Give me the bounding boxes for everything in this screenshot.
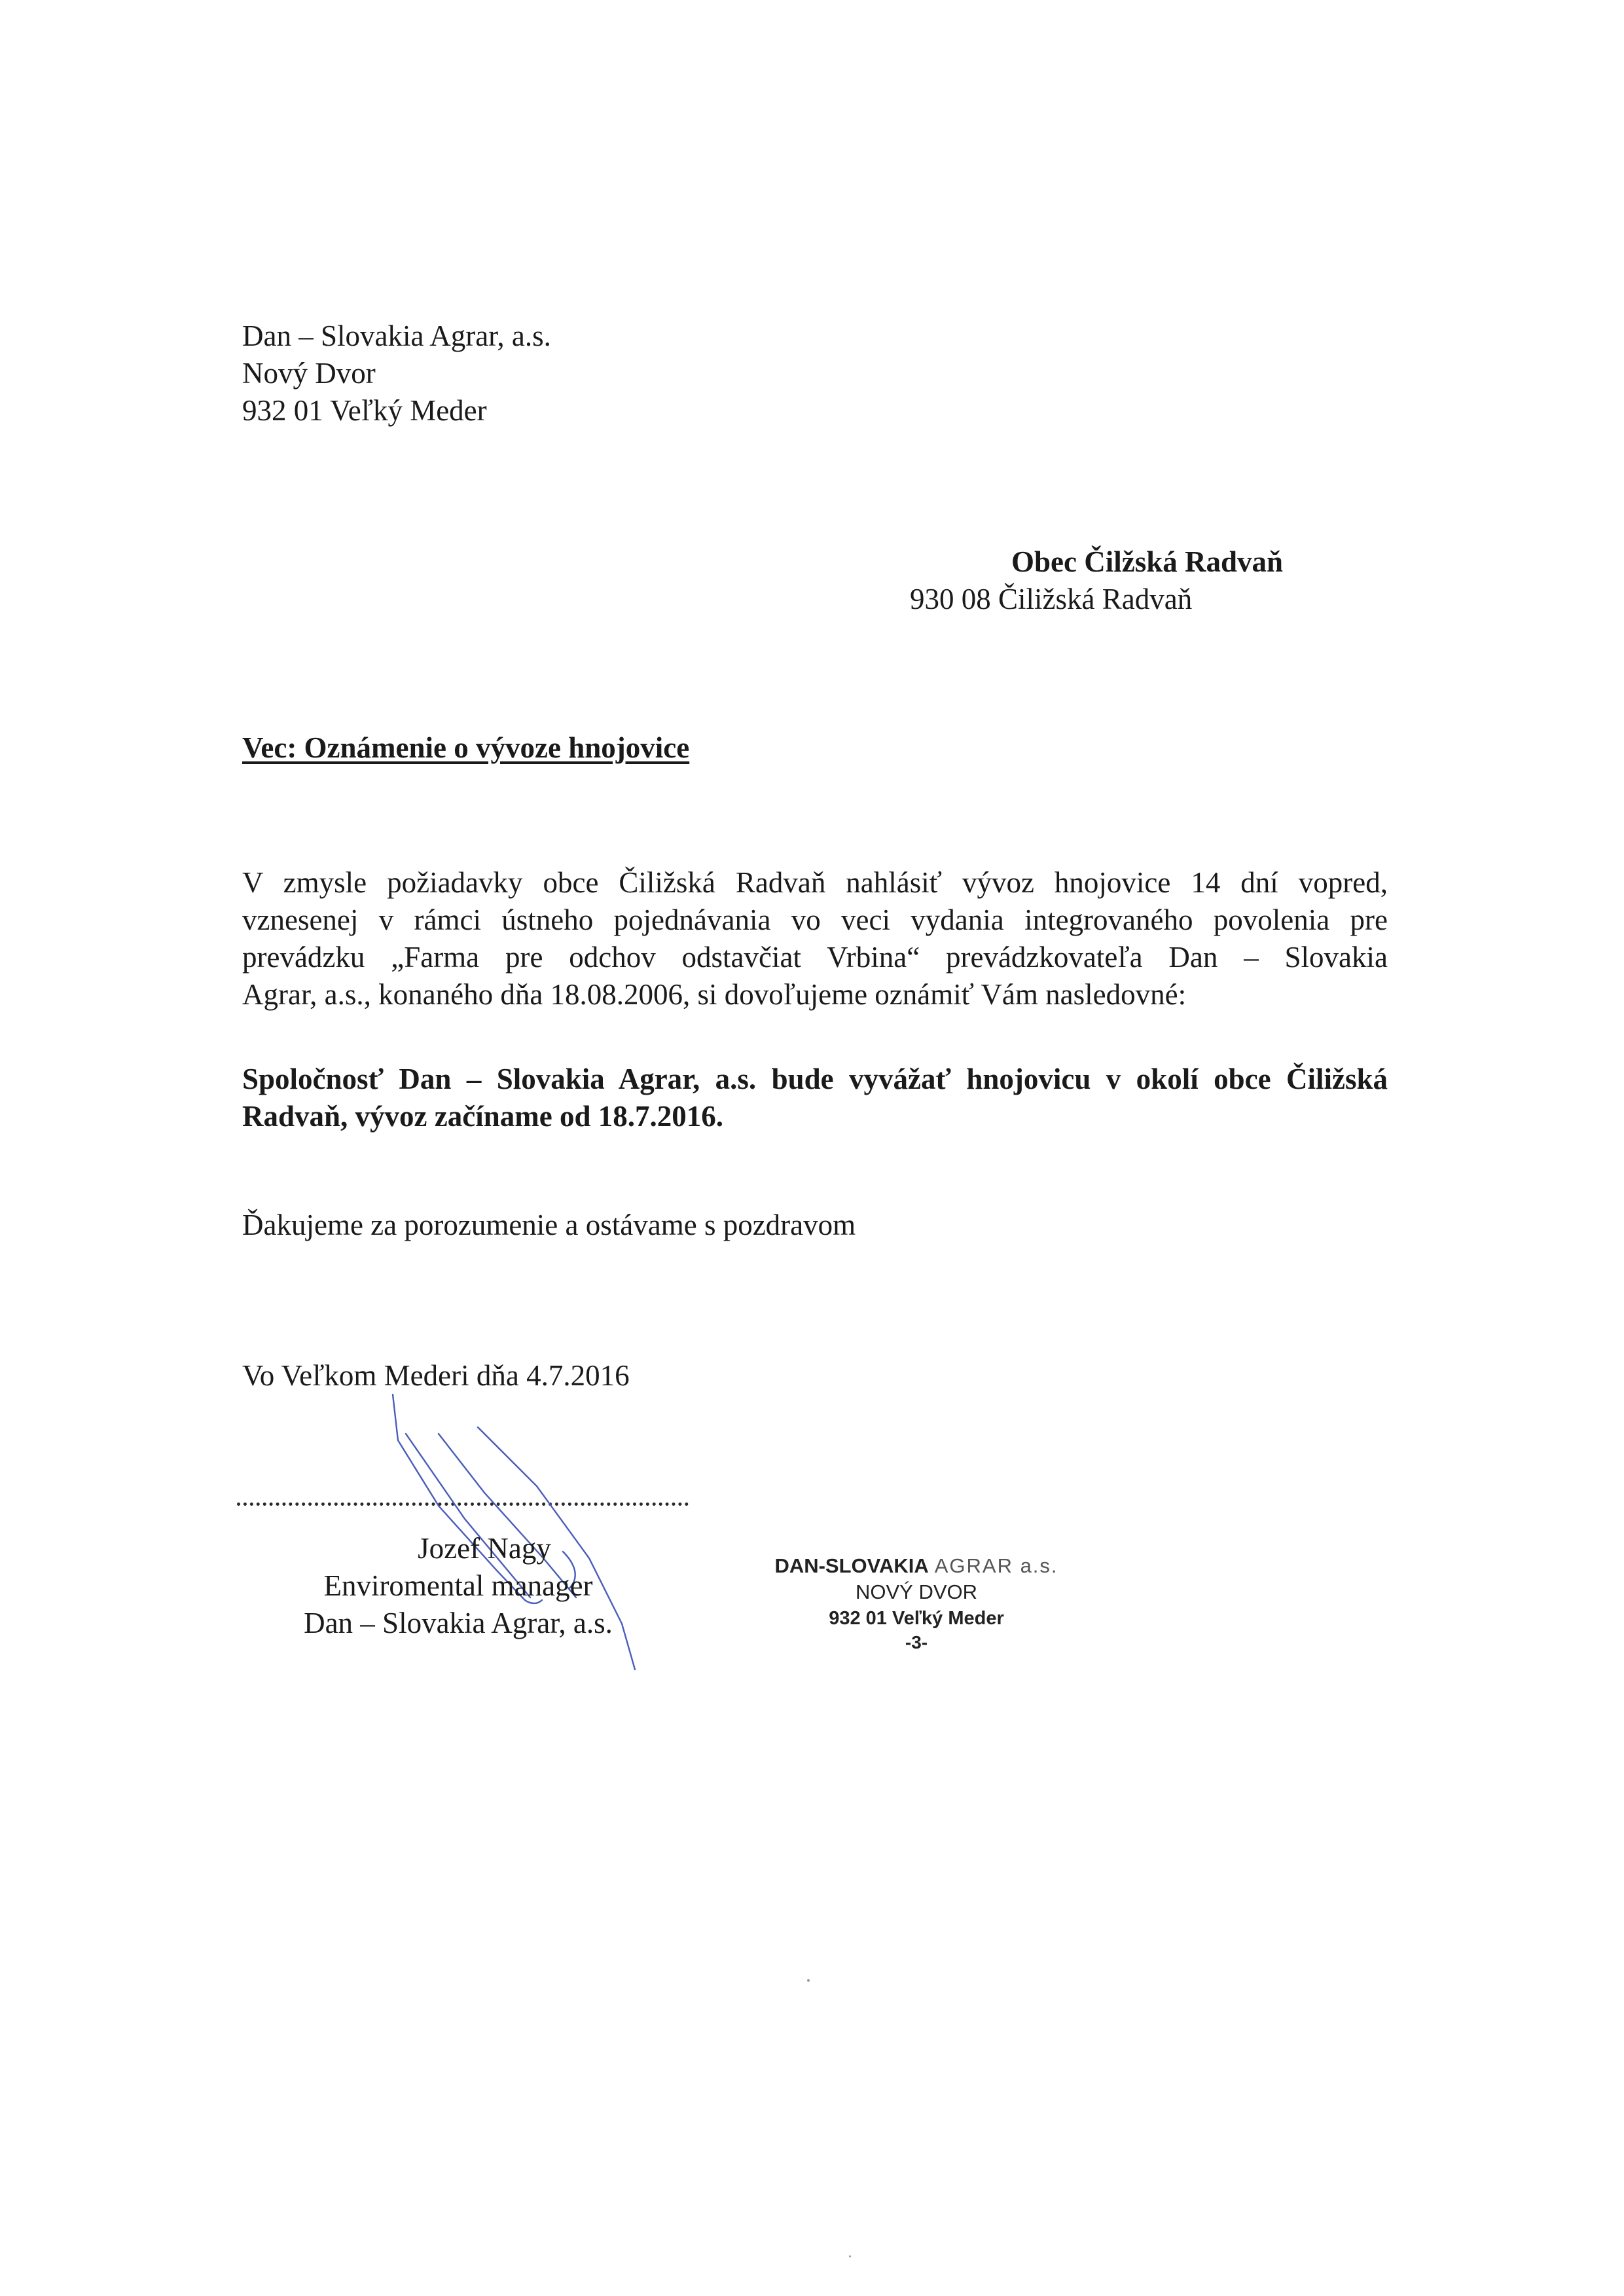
stamp-line2: NOVÝ DVOR	[855, 1580, 978, 1603]
signatory-title: Enviromental manager	[323, 1569, 593, 1602]
body-line: V zmysle požiadavky obce Čiližská Radvaň nahlásiť vývoz hnojovice 14 dní vopred,	[242, 866, 1388, 899]
sender-city: 932 01 Veľký Meder	[242, 394, 487, 427]
stamp-line1-bold: DAN-SLOVAKIA	[774, 1554, 929, 1577]
closing-text: Ďakujeme za porozumenie a ostávame s pozdravom	[242, 1209, 856, 1241]
stamp-line1-light: AGRAR a.s.	[928, 1554, 1058, 1577]
stamp-line4: -3-	[905, 1632, 928, 1652]
announcement-paragraph	[242, 1061, 1388, 1135]
recipient-address	[910, 543, 1303, 618]
stamp-line3: 932 01 Veľký Meder	[829, 1608, 1004, 1629]
signatory-company: Dan – Slovakia Agrar, a.s.	[304, 1607, 613, 1639]
company-stamp	[746, 1553, 1087, 1654]
recipient-name: Obec Čilžská Radvaň	[1011, 545, 1284, 578]
body-line: prevádzku „Farma pre odchov odstavčiat Vrbina“ prevádzkovateľa Dan – Slovakia	[242, 941, 1388, 974]
recipient-city: 930 08 Čiližská Radvaň	[910, 583, 1193, 615]
scan-speck	[807, 1979, 810, 1982]
body-paragraph	[242, 864, 1388, 1013]
signatory-name: Jozef Nagy	[418, 1532, 551, 1565]
body-line: vznesenej v rámci ústneho pojednávania vo veci vydania integrovaného povolenia pre	[242, 903, 1388, 936]
sender-street: Nový Dvor	[242, 357, 376, 390]
place-and-date: Vo Veľkom Mederi dňa 4.7.2016	[242, 1359, 630, 1392]
sender-address	[242, 318, 551, 429]
announcement-line: Spoločnosť Dan – Slovakia Agrar, a.s. bude vyvážať hnojovicu v okolí obce Čiližská	[242, 1063, 1388, 1095]
signatory-block	[262, 1530, 655, 1642]
announcement-line: Radvaň, vývoz začíname od 18.7.2016.	[242, 1100, 723, 1133]
subject-line: Vec: Oznámenie o vývoze hnojovice	[242, 731, 690, 764]
scan-speck	[849, 2255, 851, 2257]
sender-company: Dan – Slovakia Agrar, a.s.	[242, 319, 551, 352]
body-line: Agrar, a.s., konaného dňa 18.08.2006, si dovoľujeme oznámiť Vám nasledovné:	[242, 978, 1187, 1011]
